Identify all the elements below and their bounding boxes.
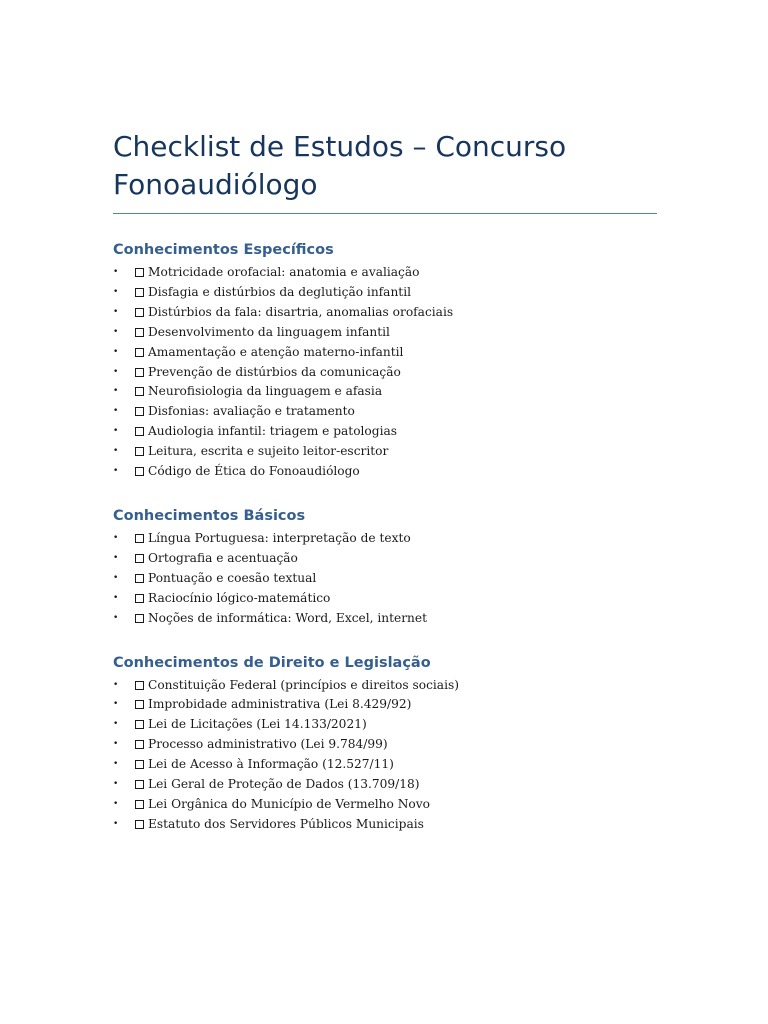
bullet-icon: • (113, 446, 119, 457)
bullet-icon: • (113, 286, 119, 297)
sections-container (113, 240, 657, 835)
checklist-item-label: Disfagia e distúrbios da deglutição infantil (148, 284, 411, 299)
checklist-item (113, 402, 657, 422)
bullet-icon: • (113, 699, 119, 710)
bullet-icon: • (113, 406, 119, 417)
checklist-item (113, 589, 657, 609)
checklist-item (113, 283, 657, 303)
checkbox-icon[interactable] (135, 780, 144, 789)
checkbox-icon[interactable] (135, 534, 144, 543)
checkbox-icon[interactable] (135, 594, 144, 603)
checklist-item-label: Improbidade administrativa (Lei 8.429/92) (148, 697, 412, 712)
bullet-icon: • (113, 719, 119, 730)
checklist-item-label: Estatuto dos Servidores Públicos Municipais (148, 816, 424, 831)
checklist-item (113, 795, 657, 815)
checklist-item-label: Constituição Federal (princípios e direitos sociais) (148, 677, 459, 692)
checklist-item-label: Lei Geral de Proteção de Dados (13.709/18) (148, 777, 420, 792)
bullet-icon: • (113, 426, 119, 437)
checkbox-icon[interactable] (135, 288, 144, 297)
section (113, 506, 657, 629)
checklist-item-label: Leitura, escrita e sujeito leitor-escritor (148, 444, 389, 459)
bullet-icon: • (113, 592, 119, 603)
checklist-item (113, 549, 657, 569)
checklist-item-label: Disfonias: avaliação e tratamento (148, 404, 355, 419)
document-title: Checklist de Estudos – Concurso Fonoaudiólogo (113, 128, 657, 214)
checkbox-icon[interactable] (135, 800, 144, 809)
checklist-item-label: Neurofisiologia da linguagem e afasia (148, 384, 383, 399)
checklist-item (113, 343, 657, 363)
checkbox-icon[interactable] (135, 467, 144, 476)
checklist-item (113, 263, 657, 283)
section-heading: Conhecimentos Básicos (113, 507, 306, 524)
checkbox-icon[interactable] (135, 308, 144, 317)
checkbox-icon[interactable] (135, 348, 144, 357)
checklist (113, 676, 657, 835)
document-page (113, 128, 657, 835)
checkbox-icon[interactable] (135, 328, 144, 337)
checklist-item-label: Lei de Licitações (Lei 14.133/2021) (148, 717, 367, 732)
checklist-item-label: Raciocínio lógico-matemático (148, 590, 331, 605)
section-heading: Conhecimentos Específicos (113, 242, 334, 258)
checklist-item (113, 462, 657, 482)
bullet-icon: • (113, 612, 119, 623)
checklist-item-label: Processo administrativo (Lei 9.784/99) (148, 737, 388, 752)
bullet-icon: • (113, 386, 119, 397)
checkbox-icon[interactable] (135, 387, 144, 396)
checkbox-icon[interactable] (135, 700, 144, 709)
section-heading: Conhecimentos de Direito e Legislação (113, 654, 431, 671)
checklist-item (113, 735, 657, 755)
checkbox-icon[interactable] (135, 820, 144, 829)
checklist-item (113, 529, 657, 549)
checklist-item-label: Desenvolvimento da linguagem infantil (148, 324, 390, 339)
checkbox-icon[interactable] (135, 614, 144, 623)
checkbox-icon[interactable] (135, 740, 144, 749)
bullet-icon: • (113, 532, 119, 543)
checklist-item-label: Ortografia e acentuação (148, 550, 298, 565)
checklist-item (113, 442, 657, 462)
checklist-item (113, 323, 657, 343)
checklist-item (113, 609, 657, 629)
checklist-item (113, 775, 657, 795)
checklist-item-label: Código de Ética do Fonoaudiólogo (148, 464, 360, 479)
bullet-icon: • (113, 798, 119, 809)
checkbox-icon[interactable] (135, 681, 144, 690)
bullet-icon: • (113, 679, 119, 690)
bullet-icon: • (113, 326, 119, 337)
checklist-item-label: Lei de Acesso à Informação (12.527/11) (148, 757, 394, 772)
checklist-item (113, 422, 657, 442)
checkbox-icon[interactable] (135, 574, 144, 583)
checkbox-icon[interactable] (135, 368, 144, 377)
bullet-icon: • (113, 572, 119, 583)
checkbox-icon[interactable] (135, 427, 144, 436)
bullet-icon: • (113, 739, 119, 750)
checklist-item-label: Distúrbios da fala: disartria, anomalias orofaciais (148, 304, 454, 319)
checkbox-icon[interactable] (135, 554, 144, 563)
checkbox-icon[interactable] (135, 447, 144, 456)
checklist-item-label: Prevenção de distúrbios da comunicação (148, 364, 401, 379)
checklist-item (113, 363, 657, 383)
checklist-item (113, 755, 657, 775)
bullet-icon: • (113, 779, 119, 790)
bullet-icon: • (113, 267, 119, 277)
checkbox-icon[interactable] (135, 268, 144, 277)
checklist-item-label: Motricidade orofacial: anatomia e avaliação (148, 265, 420, 279)
checkbox-icon[interactable] (135, 407, 144, 416)
section (113, 653, 657, 835)
checklist-item (113, 676, 657, 696)
bullet-icon: • (113, 466, 119, 477)
checklist-item (113, 569, 657, 589)
bullet-icon: • (113, 306, 119, 317)
checklist-item-label: Amamentação e atenção materno-infantil (148, 344, 404, 359)
checklist (113, 263, 657, 482)
checklist-item-label: Lei Orgânica do Município de Vermelho Novo (148, 796, 430, 811)
bullet-icon: • (113, 759, 119, 770)
checklist-item-label: Noções de informática: Word, Excel, internet (148, 610, 428, 625)
checklist-item-label: Língua Portuguesa: interpretação de texto (148, 530, 411, 545)
bullet-icon: • (113, 346, 119, 357)
checkbox-icon[interactable] (135, 760, 144, 769)
bullet-icon: • (113, 818, 119, 829)
checklist-item (113, 715, 657, 735)
checklist-item-label: Audiologia infantil: triagem e patologias (148, 424, 397, 439)
section (113, 240, 657, 482)
checkbox-icon[interactable] (135, 720, 144, 729)
checklist (113, 529, 657, 629)
checklist-item (113, 382, 657, 402)
bullet-icon: • (113, 366, 119, 377)
checklist-item (113, 303, 657, 323)
checklist-item-label: Pontuação e coesão textual (148, 570, 317, 585)
bullet-icon: • (113, 552, 119, 563)
checklist-item (113, 695, 657, 715)
checklist-item (113, 815, 657, 835)
